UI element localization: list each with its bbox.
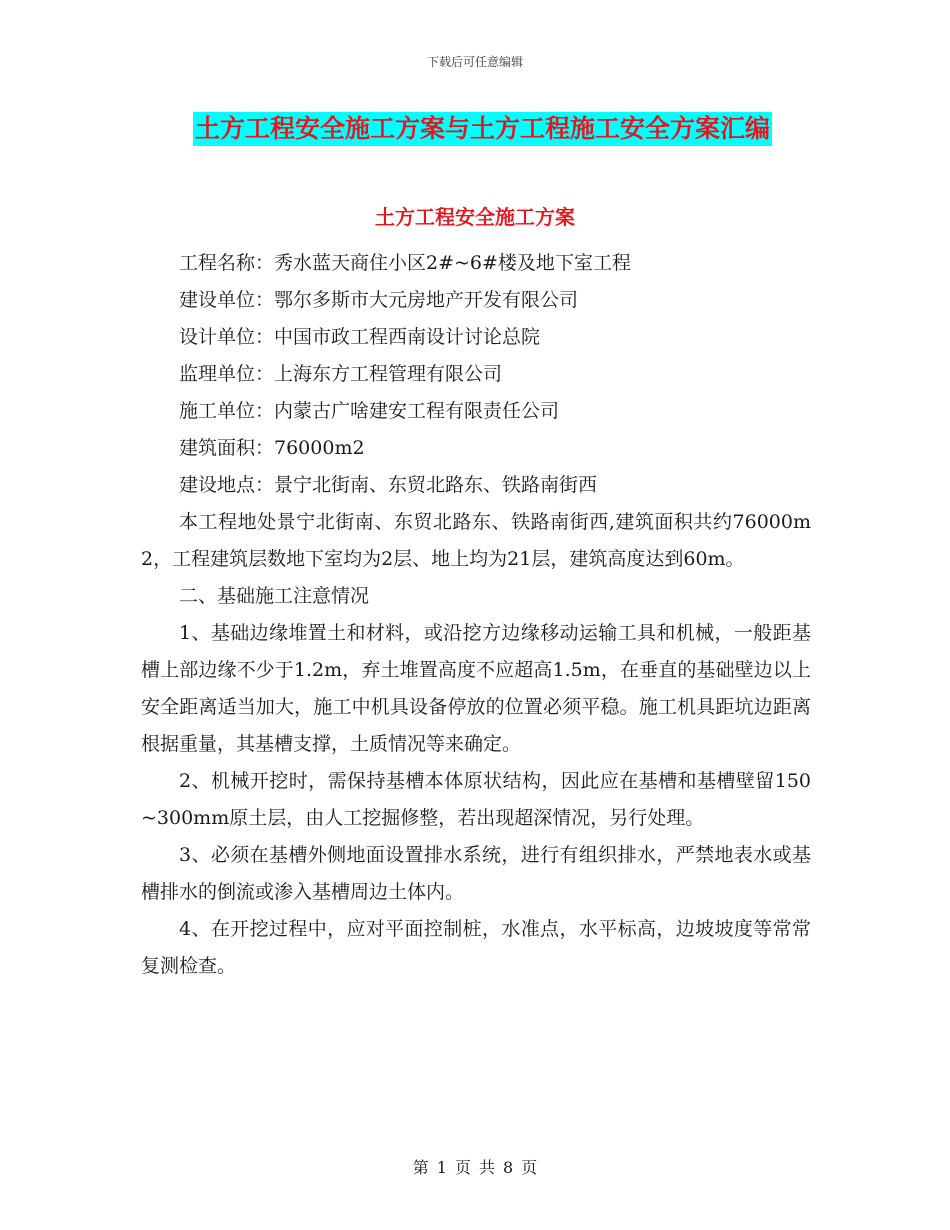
info-supervisor: 监理单位：上海东方工程管理有限公司 <box>179 363 503 385</box>
paragraph-item-3: 3、必须在基槽外侧地面设置排水系统，进行有组织排水，严禁地表水或基槽排水的倒流或渗入基槽周边土体内。 <box>141 844 811 903</box>
footer-total-pages: 8 <box>503 1158 514 1177</box>
paragraph-item-4: 4、在开挖过程中，应对平面控制桩，水准点，水平标高，边坡坡度等常常复测检查。 <box>141 918 811 977</box>
paragraph-item-2: 2、机械开挖时，需保持基槽本体原状结构，因此应在基槽和基槽壁留150~300mm原土层，由人工挖掘修整，若出现超深情况，另行处理。 <box>141 770 811 829</box>
info-contractor: 施工单位：内蒙古广啥建安工程有限责任公司 <box>179 400 560 422</box>
info-developer: 建设单位：鄂尔多斯市大元房地产开发有限公司 <box>179 289 579 311</box>
info-building-area: 建筑面积：76000m2 <box>179 437 365 459</box>
document-main-title: 土方工程安全施工方案与土方工程施工安全方案汇编 <box>193 112 772 146</box>
document-body <box>141 245 811 985</box>
footer-label-total: 共 <box>479 1158 496 1177</box>
info-designer: 设计单位：中国市政工程西南设计讨论总院 <box>179 326 541 348</box>
footer-label-page: 第 <box>412 1158 429 1177</box>
info-project-name: 工程名称：秀水蓝天商住小区2#~6#楼及地下室工程 <box>179 252 631 274</box>
footer-current-page: 1 <box>436 1158 447 1177</box>
paragraph-heading-foundation: 二、基础施工注意情况 <box>179 585 370 607</box>
page-footer <box>0 1155 950 1178</box>
paragraph-overview: 本工程地处景宁北街南、东贸北路东、铁路南街西,建筑面积共约76000m2，工程建筑层数地下室均为2层、地上均为21层，建筑高度达到60m。 <box>141 511 811 570</box>
footer-label-total-unit: 页 <box>521 1158 538 1177</box>
footer-label-page-unit: 页 <box>454 1158 471 1177</box>
info-location: 建设地点：景宁北街南、东贸北路东、铁路南街西 <box>179 474 598 496</box>
section-title: 土方工程安全施工方案 <box>375 205 575 229</box>
paragraph-item-1: 1、基础边缘堆置土和材料，或沿挖方边缘移动运输工具和机械，一般距基槽上部边缘不少于1.2m，弃土堆置高度不应超高1.5m，在垂直的基础壁边以上安全距离适当加大，施工中机具设备停放的位置必须平稳。施工机具距坑边距离根据重量，其基槽支撑，土质情况等来确定。 <box>141 622 811 755</box>
page-header-note: 下载后可任意编辑 <box>426 55 523 69</box>
